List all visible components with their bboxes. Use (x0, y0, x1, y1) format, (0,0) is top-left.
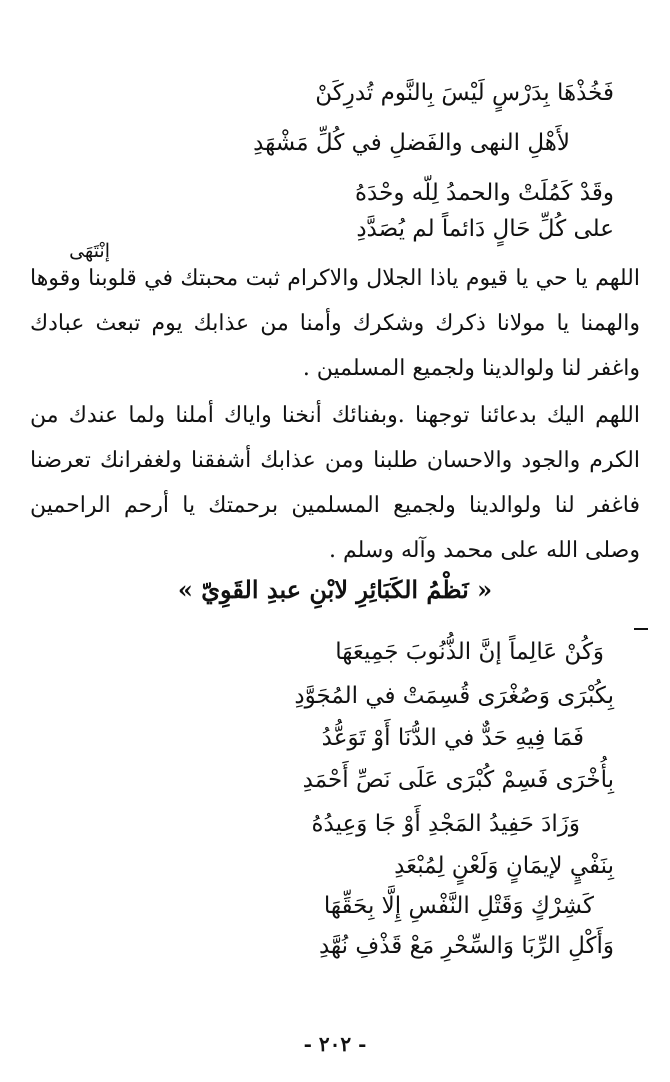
poem-line: بِنَفْيٍ لإيمَانٍ وَلَعْنٍ لِمُبْعَدِ (394, 853, 614, 879)
poem-line: بِأُخْرَى فَسِمْ كُبْرَى عَلَى نَصِّ أَحْمَدِ (302, 767, 614, 793)
poem-line: وَزَادَ حَفِيدُ المَجْدِ أَوْ جَا وَعِيدُهُ (311, 811, 580, 837)
poem-line: فَمَا فِيهِ حَدٌّ في الدُّنَا أَوْ تَوَعُّدُ (321, 725, 584, 751)
poem-line: وَأَكْلِ الرِّبَا وَالسِّحْرِ مَعْ قَذْفِ نُهَّدِ (318, 933, 614, 959)
poem-line: وَكُنْ عَالِماً إنَّ الذُّنُوبَ جَمِيعَهَا (335, 639, 604, 665)
prayer-paragraph-1: اللهم يا حي يا قيوم ياذا الجلال والاكرام ثبت محبتك في قلوبنا وقوها والهمنا يا مولانا ذكرك وشكرك وأمنا من عذابك يوم تبعث عبادك واغفر لنا ولوالدينا ولجميع المسلمين . (30, 266, 640, 381)
verse-line: لأَهْلِ النهى والفَضلِ في كُلِّ مَشْهَدِ (253, 130, 570, 156)
verse-line: فَخُذْهَا بِدَرْسٍ لَيْسَ بِالنَّوم تُدرِكَنْ (315, 80, 614, 106)
margin-mark (634, 628, 648, 630)
poem-line: كَشِرْكٍ وَقَتْلِ النَّفْسِ إِلَّا بِحَقِّهَا (323, 893, 594, 919)
page-number: - ٢٠٢ - (303, 1032, 367, 1056)
verse-line: وقَدْ كَمُلَتْ والحمدُ لِلّه وحْدَهُ (355, 180, 614, 206)
prayer-paragraph-2: اللهم اليك بدعائنا توجهنا .وبفنائك أنخنا واياك أملنا ولما عندك من الكرم والجود والاحسان طلبنا ومن عذابك أشفقنا ولغفرانك تعرضنا فاغفر لنا ولوالدينا ولجميع المسلمين برحمتك يا أرحم الراحمين وصلى الله على محمد وآله وسلم . (30, 403, 640, 563)
verse-line: على كُلِّ حَالٍ دَائماً لم يُصَدَّدِ (356, 216, 614, 242)
end-mark: إنْتَهَى (69, 240, 110, 262)
poem-line: بِكُبْرَى وَصُغْرَى قُسِمَتْ في المُجَوَّدِ (294, 683, 614, 709)
section-title: « نَظْمُ الكَبَائِرِ لابْنِ عبدِ القَوِيّ » (177, 575, 493, 604)
